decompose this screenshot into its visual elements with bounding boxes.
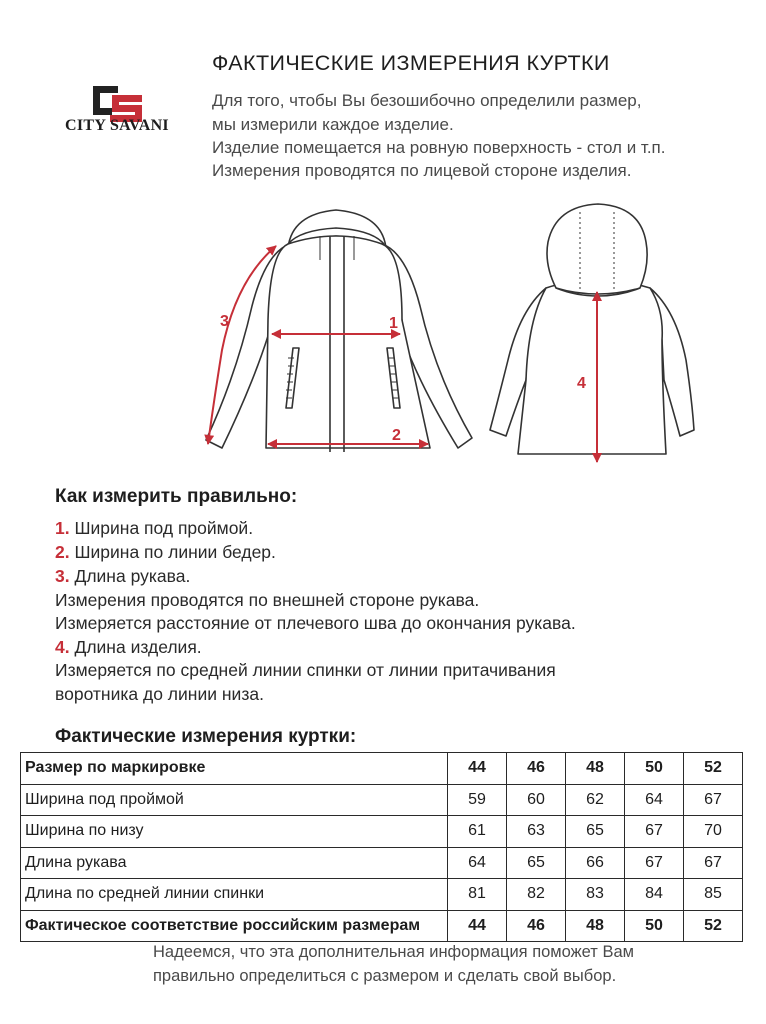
jacket-front-drawing [206, 210, 472, 452]
table-row [21, 753, 743, 785]
jacket-diagrams [0, 200, 766, 475]
howto-note: Измерения проводятся по внешней стороне рукава. [55, 590, 480, 610]
cell-value: 66 [566, 847, 625, 879]
brand-name: CITY SAVANI [65, 117, 169, 134]
row-label: Длина рукава [21, 847, 448, 879]
table-row [21, 879, 743, 911]
cell-value: 61 [448, 816, 507, 848]
cell-value: 48 [566, 753, 625, 785]
cell-value: 62 [566, 784, 625, 816]
cell-value: 64 [625, 784, 684, 816]
cell-value: 64 [448, 847, 507, 879]
howto-note: Измеряется расстояние от плечевого шва до окончания рукава. [55, 613, 576, 633]
cell-value: 82 [507, 879, 566, 911]
measure-label-3: 3 [220, 313, 229, 330]
footer-line: правильно определиться с размером и сделать свой выбор. [153, 967, 617, 985]
cell-value: 81 [448, 879, 507, 911]
intro-line: Изделие помещается на ровную поверхность - стол и т.п. [212, 138, 666, 157]
cell-value: 50 [625, 910, 684, 942]
cell-value: 46 [507, 910, 566, 942]
size-table [20, 752, 743, 942]
cell-value: 70 [684, 816, 743, 848]
howto-step: 2. Ширина по линии бедер. [55, 542, 276, 562]
cell-value: 46 [507, 753, 566, 785]
cell-value: 84 [625, 879, 684, 911]
intro-line: Для того, чтобы Вы безошибочно определили размер, [212, 91, 642, 110]
cell-value: 85 [684, 879, 743, 911]
table-row [21, 910, 743, 942]
table-heading: Фактические измерения куртки: [55, 726, 357, 747]
cell-value: 60 [507, 784, 566, 816]
howto-note: Измеряется по средней линии спинки от линии притачивания [55, 660, 556, 680]
measure-label-1: 1 [389, 315, 398, 332]
cell-value: 59 [448, 784, 507, 816]
cell-value: 63 [507, 816, 566, 848]
intro-line: Измерения проводятся по лицевой стороне изделия. [212, 161, 632, 180]
row-label: Ширина по низу [21, 816, 448, 848]
cell-value: 50 [625, 753, 684, 785]
cell-value: 65 [566, 816, 625, 848]
table-row [21, 816, 743, 848]
cell-value: 44 [448, 910, 507, 942]
cell-value: 67 [684, 784, 743, 816]
row-label: Ширина под проймой [21, 784, 448, 816]
howto-heading: Как измерить правильно: [55, 486, 298, 507]
howto-step: 3. Длина рукава. [55, 566, 191, 586]
footer-line: Надеемся, что эта дополнительная информация поможет Вам [153, 943, 634, 961]
jacket-back-drawing [490, 204, 694, 454]
cell-value: 52 [684, 910, 743, 942]
table-row [21, 784, 743, 816]
cell-value: 52 [684, 753, 743, 785]
measure-label-4: 4 [577, 375, 586, 392]
howto-step: 4. Длина изделия. [55, 637, 202, 657]
row-label: Фактическое соответствие российским размерам [21, 910, 448, 942]
measure-label-2: 2 [392, 427, 401, 444]
intro-line: мы измерили каждое изделие. [212, 115, 454, 134]
row-label: Размер по маркировке [21, 753, 448, 785]
table-row [21, 847, 743, 879]
cell-value: 67 [625, 816, 684, 848]
cell-value: 67 [625, 847, 684, 879]
cell-value: 65 [507, 847, 566, 879]
cell-value: 48 [566, 910, 625, 942]
howto-step: 1. Ширина под проймой. [55, 518, 254, 538]
page-title: ФАКТИЧЕСКИЕ ИЗМЕРЕНИЯ КУРТКИ [212, 51, 610, 75]
row-label: Длина по средней линии спинки [21, 879, 448, 911]
cell-value: 67 [684, 847, 743, 879]
cell-value: 83 [566, 879, 625, 911]
cell-value: 44 [448, 753, 507, 785]
howto-note: воротника до линии низа. [55, 684, 264, 704]
